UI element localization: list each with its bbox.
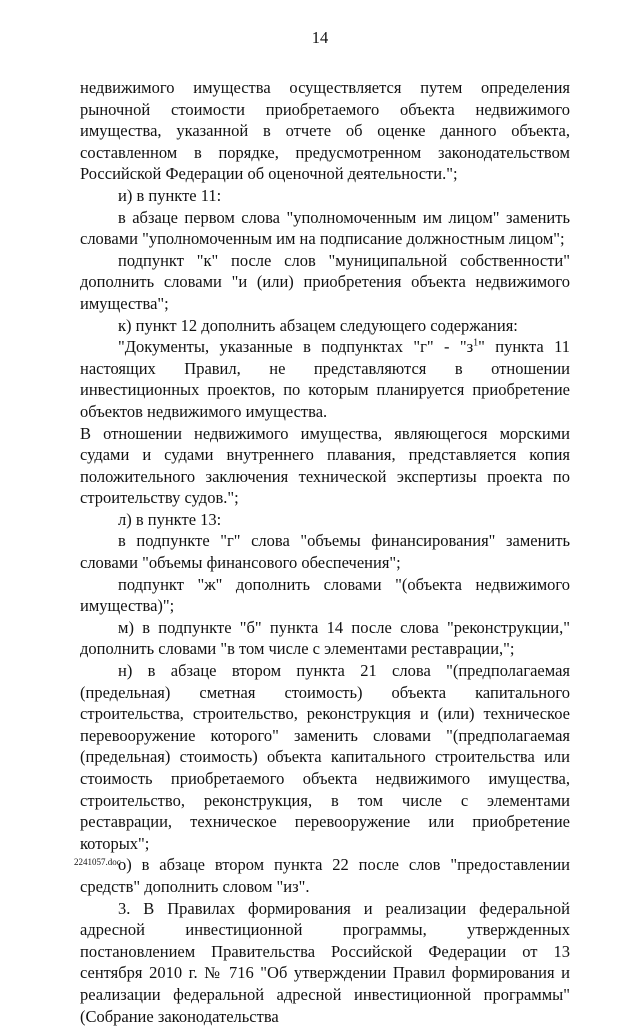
document-body	[80, 77, 570, 1027]
paragraph: в абзаце первом слова "уполномоченным им лицом" заменить словами "уполномоченным им на подписание должностным лицом";	[80, 207, 570, 249]
paragraph: и) в пункте 11:	[118, 185, 222, 205]
paragraph: недвижимого имущества осуществляется путем определения рыночной стоимости приобретаемого объекта недвижимого имущества, указанной в отчете об оценке данного объекта, составленном в порядке, предусмотренном законодательством Российской Федерации об оценочной деятельности.";	[80, 78, 570, 184]
quote-text-end: " пункта 11 настоящих Правил, не представляются в отношении инвестиционных проектов, по которым планируется приобретение объектов недвижимого имущества.	[80, 337, 570, 421]
paragraph: в подпункте "г" слова "объемы финансирования" заменить словами "объемы финансового обеспечения";	[80, 531, 570, 573]
page-number: 14	[311, 28, 329, 47]
superscript-one: 1	[473, 337, 479, 349]
paragraph: к) пункт 12 дополнить абзацем следующего содержания:	[118, 315, 518, 335]
paragraph: м) в подпункте "б" пункта 14 после слова "реконструкции," дополнить словами "в том числе с элементами реставрации,";	[80, 617, 570, 659]
quoted-paragraph	[80, 336, 570, 422]
paragraph: о) в абзаце втором пункта 22 после слов "предоставлении средств" дополнить словом "из".	[80, 855, 570, 896]
quote-text-start: "Документы, указанные в подпунктах "г" - "з	[118, 337, 474, 357]
paragraph: подпункт "к" после слов "муниципальной собственности" дополнить словами "и (или) приобретения объекта недвижимого имущества";	[80, 250, 570, 313]
paragraph: В отношении недвижимого имущества, являющегося морскими судами и судами внутреннего плавания, представляется копия положительного заключения технической экспертизы проекта по строительству судов.";	[80, 423, 570, 508]
footer-file-code: 2241057.doc	[74, 857, 121, 867]
paragraph: н) в абзаце втором пункта 21 слова "(предполагаемая (предельная) сметная стоимость) объекта капитального строительства, строительство, реконструкция и (или) техническое перевооружение которого" заменить словами "(предполагаемая (предельная) стоимость) объекта капитального строительства или стоимость приобретаемого объекта недвижимого имущества, строительство, реконструкция, в том числе с элементами реставрации, техническое перевооружение или приобретение которых";	[80, 661, 570, 853]
paragraph: 3. В Правилах формирования и реализации федеральной адресной инвестиционной программы, утвержденных постановлением Правительства Российской Федерации от 13 сентября 2010 г. № 716 "Об утверждении Правил формирования и реализации федеральной адресной инвестиционной программы" (Собрание законодательства	[80, 898, 570, 1026]
paragraph: л) в пункте 13:	[118, 509, 222, 529]
paragraph: подпункт "ж" дополнить словами "(объекта недвижимого имущества)";	[80, 574, 570, 616]
